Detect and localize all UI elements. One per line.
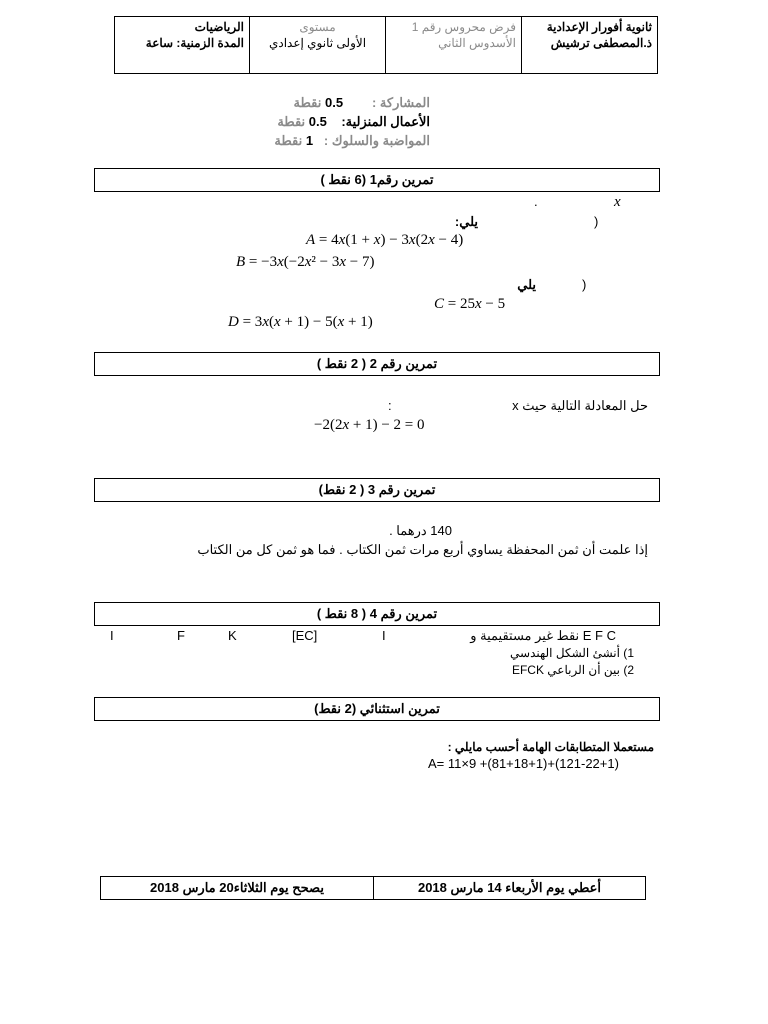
paren-2: ) — [582, 277, 587, 292]
label-EC: [EC] — [292, 628, 318, 643]
exercise-3-line-1: 140 درهما . — [389, 523, 452, 538]
expression-A: A = 4x(1 + x) − 3x(2x − 4) — [306, 232, 464, 248]
exam-cell — [385, 17, 521, 73]
footer-table — [100, 876, 646, 900]
level-value: الأولى ثانوي إعدادي — [268, 36, 367, 50]
grading-participation: المشاركة : 0.5 نقطة — [293, 95, 430, 110]
level-label: مستوى — [299, 20, 336, 34]
header-table — [114, 16, 658, 74]
exercise-4-item-1: 1) أنشئ الشكل الهندسي — [510, 646, 634, 660]
exercise-5-title: تمرين استثنائي (2 نقط) — [94, 697, 660, 721]
exercise-1-title: تمرين رقم1 (6 نقط ) — [94, 168, 660, 192]
exercise-4-points: E F C نقط غير مستقيمية و — [470, 628, 616, 643]
expression-B: B = −3x(−2x² − 3x − 7) — [236, 254, 375, 270]
exercise-2-instruction: حل المعادلة التالية حيث x — [512, 398, 648, 413]
subject-cell — [115, 17, 249, 73]
semester: الأسدوس الثاني — [438, 36, 516, 50]
exercise-3-line-2: إذا علمت أن ثمن المحفظة يساوي أربع مرات ثمن الكتاب . فما هو ثمن كل من الكتاب — [197, 542, 648, 557]
var-x: x — [614, 194, 621, 210]
label-K: K — [228, 628, 237, 643]
yali-2: يلي — [517, 277, 536, 292]
equation: −2(2x + 1) − 2 = 0 — [314, 417, 425, 433]
school-name: ثانوية أفورار الإعدادية — [546, 20, 652, 34]
expression-C: C = 25x − 5 — [434, 296, 506, 312]
subject: الرياضيات — [194, 20, 244, 34]
label-F: F — [177, 628, 185, 643]
level-cell — [249, 17, 385, 73]
yali-1: يلي: — [454, 214, 478, 229]
colon: : — [388, 398, 392, 413]
exercise-4-item-2: 2) بين أن الرباعي EFCK — [511, 663, 634, 677]
grading-conduct: المواضبة والسلوك : 1 نقطة — [274, 133, 430, 148]
teacher-name: ذ.المصطفى ترشيش — [550, 36, 652, 50]
exam-title: فرض محروس رقم 1 — [411, 20, 516, 34]
exercise-5-instruction: مستعملا المتطابقات الهامة أحسب مايلي : — [447, 740, 654, 754]
dot: . — [534, 194, 538, 209]
exercise-3-title: تمرين رقم 3 ( 2 نقط) — [94, 478, 660, 502]
date-corrected: يصحح يوم الثلاثاء20 مارس 2018 — [150, 880, 324, 895]
grading-homework: الأعمال المنزلية: 0.5 نقطة — [277, 114, 430, 129]
date-given: أعطي يوم الأربعاء 14 مارس 2018 — [373, 877, 645, 899]
exercise-5-expression: A= 11×9 +(81+18+1)+(121-22+1) — [428, 756, 619, 771]
exercise-2-title: تمرين رقم 2 ( 2 نقط ) — [94, 352, 660, 376]
label-I-2: I — [382, 628, 386, 643]
duration: المدة الزمنية: ساعة — [145, 36, 244, 50]
school-cell — [521, 17, 657, 73]
expression-D: D = 3x(x + 1) − 5(x + 1) — [228, 314, 373, 330]
paren-1: ) — [594, 214, 599, 229]
exercise-4-title: تمرين رقم 4 ( 8 نقط ) — [94, 602, 660, 626]
label-I-1: I — [110, 628, 114, 643]
